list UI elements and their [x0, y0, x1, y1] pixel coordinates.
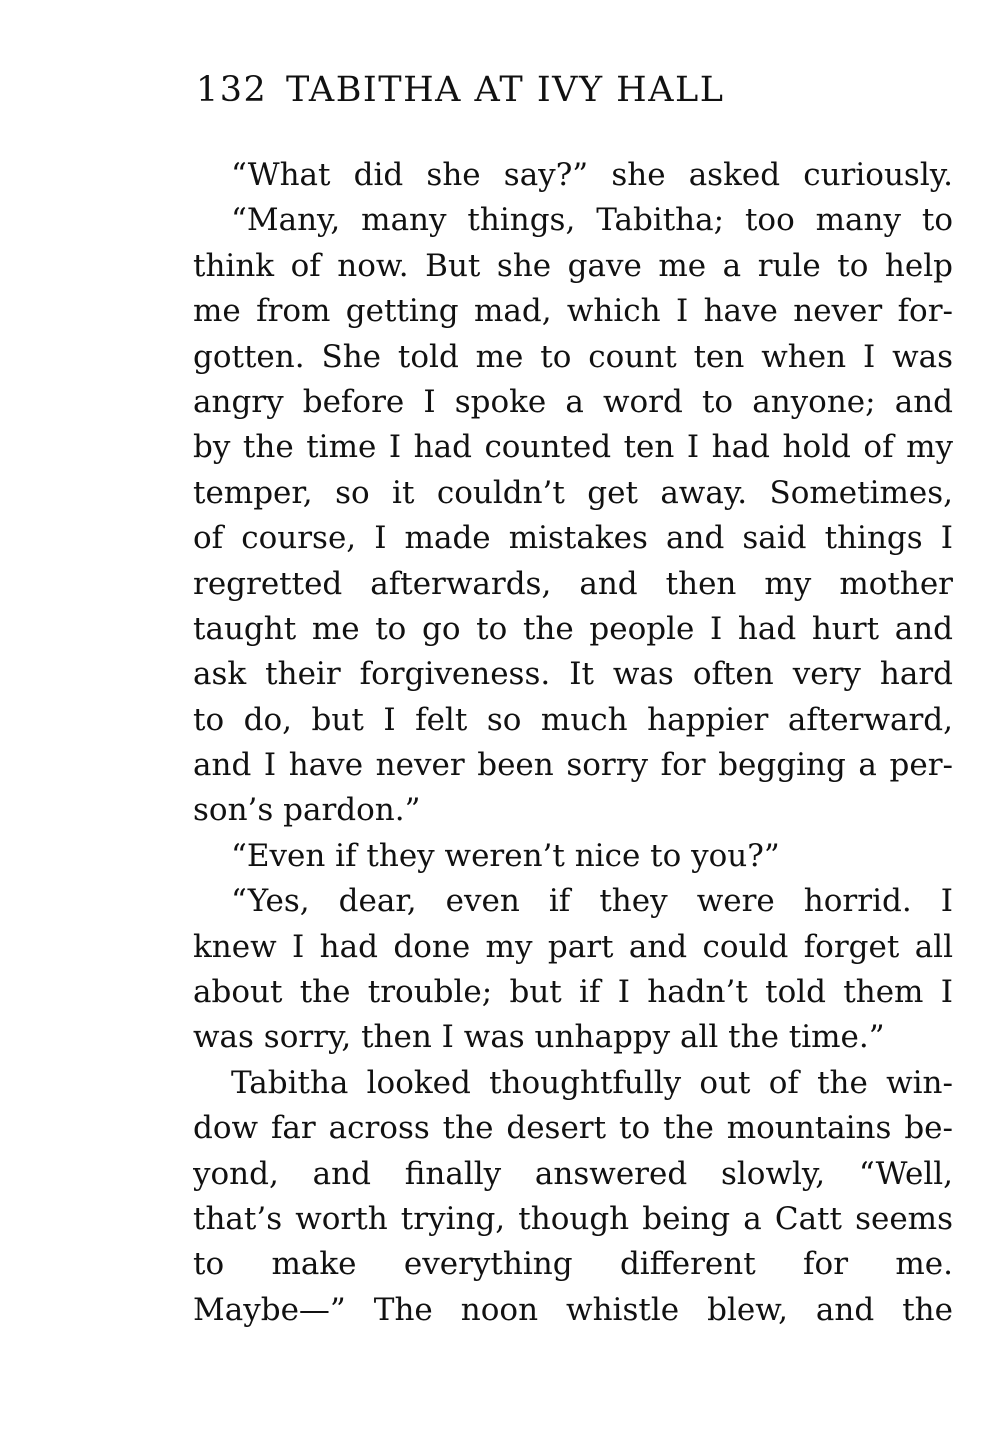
text-line: son’s pardon.”	[193, 792, 421, 829]
page-body-text	[193, 153, 953, 1333]
text-line: by the time I had counted ten I had hold of my	[193, 429, 953, 466]
text-line: ask their forgiveness. It was often very hard	[193, 656, 953, 693]
text-line: regretted afterwards, and then my mother	[193, 565, 953, 602]
text-line: “Many, many things, Tabitha; too many to	[231, 202, 953, 239]
text-line: me from getting mad, which I have never for-	[193, 293, 953, 330]
text-line: that’s worth trying, though being a Catt seems	[193, 1200, 953, 1237]
text-line: was sorry, then I was unhappy all the time.”	[193, 1019, 885, 1056]
text-line: “Yes, dear, even if they were horrid. I	[231, 883, 953, 920]
text-line: gotten. She told me to count ten when I was	[193, 338, 953, 375]
book-title: TABITHA AT IVY HALL	[286, 70, 725, 110]
text-line: of course, I made mistakes and said things I	[193, 520, 953, 557]
running-head	[196, 70, 896, 118]
text-line: and I have never been sorry for begging a per-	[193, 747, 953, 784]
text-line: to do, but I felt so much happier afterward,	[193, 701, 953, 738]
text-line: knew I had done my part and could forget all	[193, 928, 953, 965]
text-line: Maybe—” The noon whistle blew, and the	[193, 1291, 953, 1328]
text-line: about the trouble; but if I hadn’t told them I	[193, 974, 953, 1011]
text-line: angry before I spoke a word to anyone; and	[193, 383, 953, 420]
text-line: “What did she say?” she asked curiously.	[231, 157, 953, 193]
text-line: think of now. But she gave me a rule to help	[193, 247, 953, 284]
page-number: 132	[196, 70, 268, 110]
text-line: temper, so it couldn’t get away. Sometimes,	[193, 474, 953, 511]
text-line: “Even if they weren’t nice to you?”	[231, 837, 780, 874]
text-line: yond, and finally answered slowly, “Well,	[193, 1155, 953, 1192]
text-line: to make everything different for me.	[193, 1246, 953, 1283]
text-line: dow far across the desert to the mountains be-	[193, 1110, 953, 1147]
text-line: taught me to go to the people I had hurt and	[193, 610, 953, 647]
text-line: Tabitha looked thoughtfully out of the win-	[231, 1064, 953, 1101]
